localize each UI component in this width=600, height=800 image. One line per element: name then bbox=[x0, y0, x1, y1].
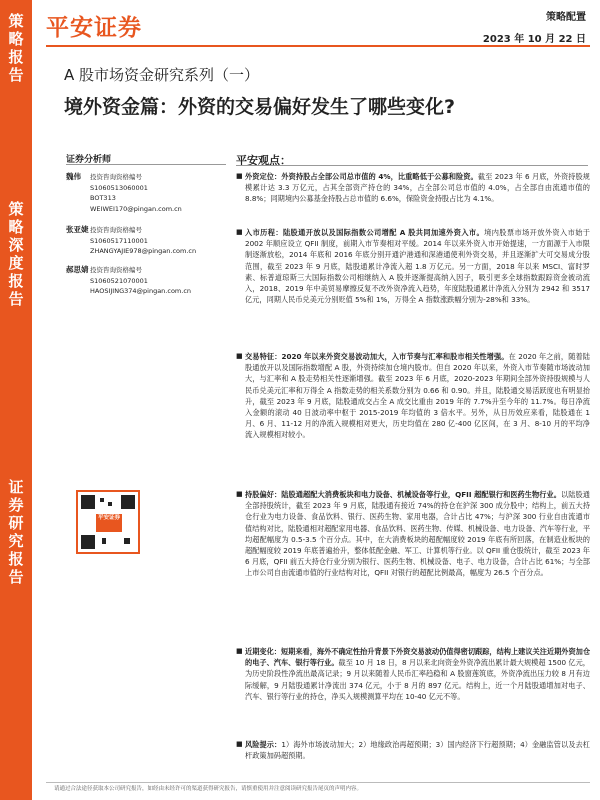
key-point bbox=[236, 646, 590, 702]
analyst-card bbox=[66, 225, 236, 265]
sidebar-char: 略 bbox=[8, 30, 24, 48]
sidebar-char: 度 bbox=[8, 254, 24, 272]
sidebar-char: 策 bbox=[8, 12, 24, 30]
analyst-name: 张亚婕 bbox=[66, 225, 89, 234]
header-divider bbox=[46, 45, 590, 47]
bullet-icon: ■ bbox=[236, 740, 243, 748]
key-point-body: 截至 10 月 18 日，8 月以来北向资金外资净流出累计最大规模超 1500 亿元，为历史阶段性净流出最高记录；9 月以来随着人民币汇率趋稳和 A 股窗莲筑底，外资净流出压力较 8 月有边际缓解，9 月陆股通累计净流出 374 亿元，小于 8 月的 897 亿元。结构上，近一个月陆股通增加对电子、汽车、银行等行业的持仓，净买入规模测算平均在 10-40 亿元不等。 bbox=[245, 658, 590, 701]
key-points-header: 平安观点： bbox=[236, 154, 291, 167]
footer-divider bbox=[46, 782, 590, 783]
analysts-header: 证券分析师 bbox=[66, 155, 112, 165]
qr-module bbox=[100, 498, 104, 502]
key-point bbox=[236, 171, 590, 205]
analyst-card bbox=[66, 172, 236, 222]
sidebar-char: 深 bbox=[8, 236, 24, 254]
report-category: 策略配置 bbox=[546, 12, 586, 23]
key-point-heading: 交易特征：2020 年以来外资交易波动加大，入市节奏与汇率和股市相关性增强。 bbox=[245, 352, 509, 361]
sidebar-label-research-report bbox=[0, 478, 32, 586]
key-point bbox=[236, 489, 590, 579]
qr-code[interactable] bbox=[76, 490, 140, 554]
sidebar-char: 究 bbox=[8, 532, 24, 550]
key-points-divider bbox=[236, 165, 588, 166]
key-point-heading: 外资定位：外资持股占全部公司总市值的 4%，比重略低于公募和险资。 bbox=[245, 172, 478, 181]
qr-logo: 平安证券 bbox=[96, 514, 122, 532]
sidebar-char: 研 bbox=[8, 514, 24, 532]
key-point-heading: 持股偏好：陆股通超配大消费板块和电力设备、机械设备等行业，QFII 超配银行和医药生物行业。 bbox=[245, 490, 562, 499]
page-title: 境外资金篇：外资的交易偏好发生了哪些变化? bbox=[64, 96, 456, 118]
analyst-info-line: S1060513060001 bbox=[90, 183, 148, 192]
analyst-email[interactable]: WEIWEI170@pingan.com.cn bbox=[90, 204, 182, 213]
key-point-heading: 入市历程：陆股通开放以及国际指数公司增配 A 股共同加速外资入市。 bbox=[245, 228, 485, 237]
analyst-info-line: 投资咨询资格编号 bbox=[90, 266, 142, 274]
qr-finder bbox=[81, 495, 95, 509]
qr-module bbox=[102, 538, 106, 544]
key-point-heading: 近期变化：短期来看，海外不确定性抬升背景下外资交易波动仍值得密切跟踪，结构上建议关注近期外资加仓的电子、汽车、银行等行业。 bbox=[245, 647, 591, 668]
key-point-body: 截至 2023 年 6 月底，外资持股规模累计达 3.3 万亿元，占其全部资产持仓的 34%，占全部公司总市值的 4.0%，占全部自由流通市值的 8.8%；同期境内公募基金持股占总市值的 6.6%，保险资金持股占比为 4.1%。 bbox=[245, 172, 590, 204]
qr-module bbox=[108, 502, 112, 506]
qr-finder bbox=[121, 495, 135, 509]
sidebar-char: 告 bbox=[8, 66, 24, 84]
analyst-name: 魏伟 bbox=[66, 172, 81, 181]
bullet-icon: ■ bbox=[236, 228, 243, 236]
sidebar-label-strategy-report bbox=[0, 12, 32, 84]
key-point-body: 在 2020 年之前，随着陆股通放开以及国际指数增配 A 股，外资持续加仓境内股市。但自 2020 年以来，外资入市节奏随市场波动加大，与汇率和 A 股走势相关性逐渐增强。截至 2023 年 6 月底，2020-2023 年期间全部外资持股规模与人民币兑美元汇率和万得全 A 指数走势的相关系数分别为 0.66 和 0.90。并且，陆股通交易活跃度也有明显抬升，截至 2023 年 9 月底，陆股通成交占全 A 成交比重由 2019 年的 7.7%升至今年的 11.7%。每日净流入金额的滚动 40 日波动率中枢于 2015-2019 年均值的 3 倍水平。另外，从日历效应来看，陆股通在 1 月、6 月、11-12 月的净流入规模相对更大，历史均值在 280 亿-400 亿区间，在 3 月、8-10 月的平均净流入规模相对较小。 bbox=[245, 352, 590, 440]
qr-module bbox=[124, 538, 130, 544]
footer-disclaimer: 请通过合法途径获取本公司研究报告，如经由未经许可的渠道获得研究报告，请慎重使用并注意阅读研究报告尾页的声明内容。 bbox=[54, 786, 363, 792]
analysts-divider bbox=[66, 164, 226, 165]
sidebar-char: 证 bbox=[8, 478, 24, 496]
bullet-icon: ■ bbox=[236, 172, 243, 180]
analyst-info-line: BOT313 bbox=[90, 194, 116, 202]
sidebar-char: 券 bbox=[8, 496, 24, 514]
sidebar-char: 报 bbox=[8, 48, 24, 66]
key-point-body: 1）海外市场波动加大；2）地缘政治再超预期；3）国内经济下行超预期；4）金融监管以及去杠杆政策加码超预期。 bbox=[245, 740, 590, 761]
analyst-email[interactable]: HAOSIJING374@pingan.com.cn bbox=[90, 287, 192, 295]
analyst-card bbox=[66, 265, 236, 305]
analyst-email[interactable]: ZHANGYAJIE978@pingan.com.cn bbox=[90, 247, 197, 255]
key-point-heading: 风险提示： bbox=[245, 740, 282, 749]
key-point-body: 以陆股通全部持股统计，截至 2023 年 9 月底，陆股通有接近 74%的持仓在沪深 300 成分股中；结构上，前五大持仓行业为电力设备、食品饮料、银行、医药生物、家用电器，合计占比 47%；与沪深 300 行业自由流通市值结构对比，陆股通相对超配家用电器、食品饮料、医药生物、传媒、机械设备、电力设备、汽车等行业，平均超配幅度为 0.5-3.5 个百分点。其中，在大消费板块的超配幅度较 2019 年底有所回落，在制造业板块的超配幅度较 2019 年底普遍抬升，整体低配金融、军工、计算机等行业。以 QFII 重仓股统计，截至 2023 年 6 月底，QFII 前五大持仓行业分别为银行、医药生物、机械设备、电子、电力设备，合计占比 61%；与全部上市公司自由流通市值的行业结构对比，QFII 对银行的超配比例最高，幅度为 26.5 个百分点。 bbox=[245, 490, 591, 578]
sidebar-char: 告 bbox=[8, 290, 24, 308]
report-date: 2023 年 10 月 22 日 bbox=[482, 34, 586, 45]
sidebar-char: 报 bbox=[8, 272, 24, 290]
key-point bbox=[236, 227, 590, 305]
sidebar-char: 策 bbox=[8, 200, 24, 218]
sidebar-char: 告 bbox=[8, 568, 24, 586]
analyst-info-line: S1060517110001 bbox=[90, 236, 148, 245]
analyst-info-line: 投资咨询资格编号 bbox=[90, 173, 142, 181]
report-series: A 股市场资金研究系列（一） bbox=[64, 66, 260, 84]
analyst-info-line: 投资咨询资格编号 bbox=[90, 226, 142, 234]
key-point bbox=[236, 739, 590, 761]
key-point-body: 境内股票市场开放外资入市始于 2002 年顺应设立 QFII 制度，前期入市节奏相对平缓。2014 年以来外资入市开始提速，一方面源于入市限制逐渐放松，2014 年底和 2016 年底分别开通沪港通和深港通使利外资交易，并且逐渐扩大可交易成分股范围，截至 2023 年 9 月底，陆股通累计净流入超 1.8 万亿元。另一方面，2018 年以来 MSCI、富时罗素、标普道琼斯三大国际指数公司相继纳入 A 股并逐渐提高纳入因子，吸引更多全球指数跟踪资金被动流入，2018、2019 年中美贸易摩擦反复不改外资净流入趋势，年度陆股通累计净流入分别为 2942 和 3517 亿元，同期人民币兑美元分别贬值 5%和 1%，万得全 A 指数涨跌幅分别为-28%和 33%。 bbox=[245, 228, 590, 305]
analyst-name: 郝思婧 bbox=[66, 265, 89, 274]
bullet-icon: ■ bbox=[236, 352, 243, 360]
qr-finder bbox=[81, 535, 95, 549]
sidebar bbox=[0, 0, 32, 800]
bullet-icon: ■ bbox=[236, 490, 243, 498]
sidebar-char: 略 bbox=[8, 218, 24, 236]
company-logo: 平安证券 bbox=[46, 15, 142, 41]
analyst-info-line: S1060521070001 bbox=[90, 276, 148, 285]
bullet-icon: ■ bbox=[236, 647, 243, 655]
sidebar-char: 报 bbox=[8, 550, 24, 568]
key-point bbox=[236, 351, 590, 441]
sidebar-label-depth-report bbox=[0, 200, 32, 308]
